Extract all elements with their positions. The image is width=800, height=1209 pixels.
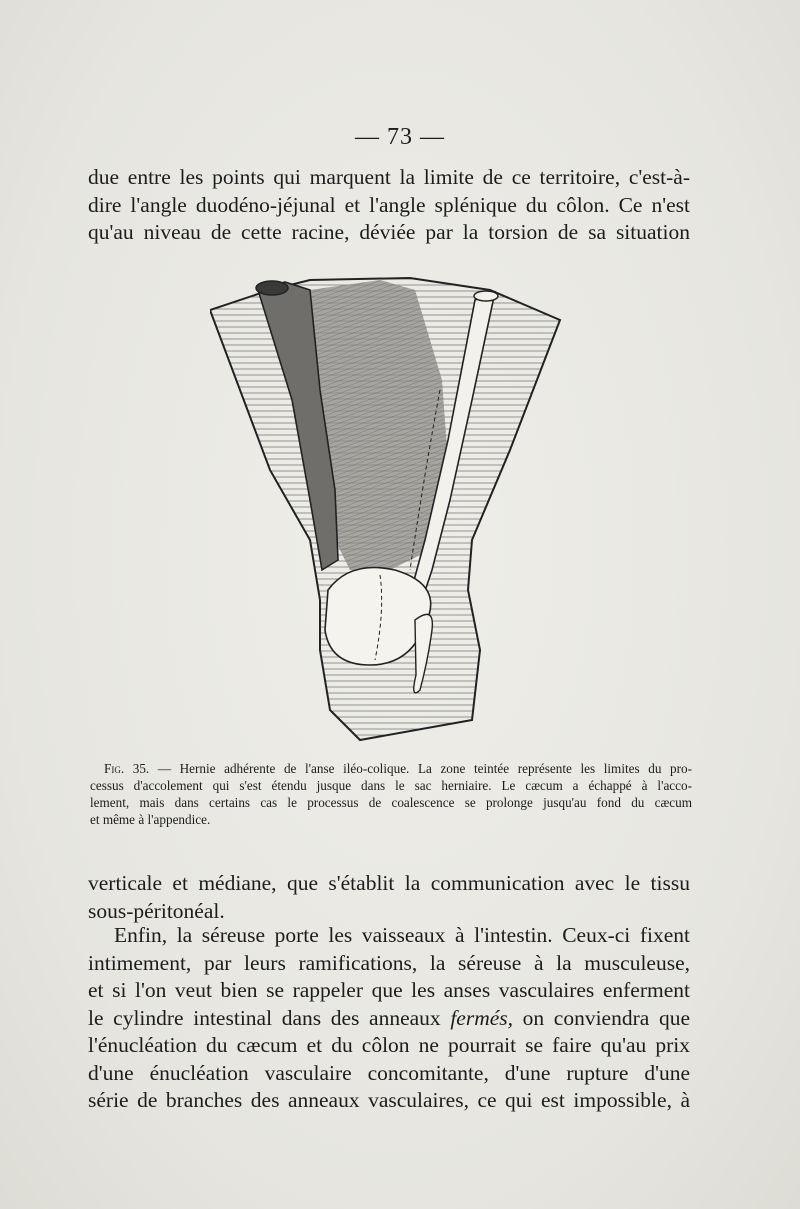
text-fragment: le cylindre intestinal dans des anneaux [88,1005,441,1030]
text-line: sous-péritonéal. [88,898,225,923]
text-line: dire l'angle duodéno-jéjunal et l'angle splénique du côlon. Ce n'est [88,192,690,217]
caption-text: — Hernie adhérente de l'anse iléo-colique. La zone teintée représente les limites du pro- [157,761,692,776]
caption-line: cessus d'accolement qui s'est étendu jusque dans le sac herniaire. Le cæcum a échappé à l'acco- [90,778,692,793]
text-line: verticale et médiane, que s'établit la communication avec le tissu [88,871,690,895]
bottom-paragraph [88,922,690,1115]
text-line: due entre les points qui marquent la limite de ce territoire, c'est-à- [88,165,690,189]
page-number: — 73 — [355,124,445,150]
caption-line [90,760,692,777]
figure-caption [90,760,692,828]
text-line: l'énucléation du cæcum et du côlon ne pourrait se faire qu'au prix [88,1033,690,1057]
figure-label: Fig. 35. [104,761,150,776]
caption-line: et même à l'appendice. [90,812,211,827]
text-line: et si l'on veut bien se rappeler que les anses vasculaires enferment [88,978,690,1002]
emphasis-text: fermés, [450,1005,514,1030]
top-paragraph [88,164,690,247]
text-line: intimement, par leurs ramifications, la séreuse à la musculeuse, [88,950,690,975]
text-line: Enfin, la séreuse porte les vaisseaux à l'intestin. Ceux-ci fixent [114,923,690,947]
text-line: qu'au niveau de cette racine, déviée par la torsion de sa situation [88,220,690,244]
text-line: d'une énucléation vasculaire concomitante, d'une rupture d'une [88,1060,690,1085]
middle-paragraph [88,870,690,925]
text-line [88,1005,690,1033]
text-line: série de branches des anneaux vasculaires, ce qui est impossible, à [88,1088,690,1112]
text-fragment: on conviendra que [522,1005,690,1030]
hernia-illustration [210,270,580,745]
caption-line: lement, mais dans certains cas le processus de coalescence se prolonge jusqu'au fond du cæcum [90,795,692,810]
